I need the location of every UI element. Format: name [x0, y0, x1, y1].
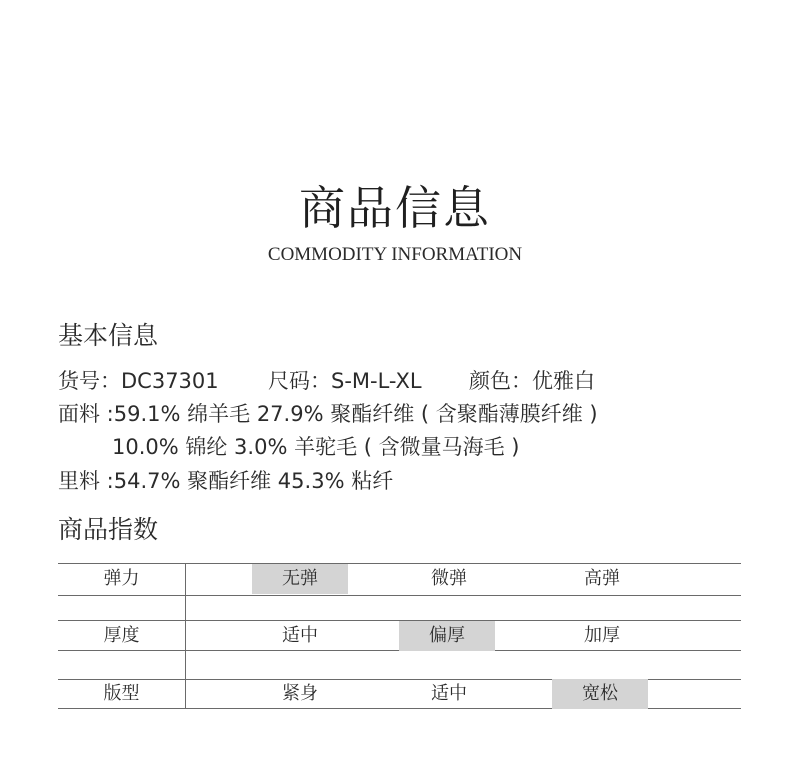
- fit-option-slim: 紧身: [282, 683, 318, 704]
- lining-composition: 里料 :54.7% 聚酯纤维 45.3% 粘纤: [58, 469, 394, 493]
- table-column-divider: [185, 563, 186, 709]
- page-title: 商品信息: [299, 181, 491, 235]
- product-index-heading: 商品指数: [58, 515, 159, 544]
- item-number: 货号：DC37301: [58, 369, 219, 393]
- thickness-option-medium: 适中: [282, 625, 318, 646]
- basic-info-heading: 基本信息: [58, 321, 159, 350]
- thickness-option-thick: 偏厚: [399, 621, 495, 651]
- thickness-label: 厚度: [103, 625, 140, 646]
- thickness-option-extra-thick: 加厚: [584, 625, 620, 646]
- page-subtitle: COMMODITY INFORMATION: [267, 244, 523, 265]
- fabric-composition-line1: 面料 :59.1% 绵羊毛 27.9% 聚酯纤维 ( 含聚酯薄膜纤维 ): [58, 402, 598, 426]
- elasticity-option-slight: 微弹: [431, 568, 467, 589]
- elasticity-label: 弹力: [103, 568, 140, 589]
- fit-label: 版型: [103, 683, 140, 704]
- elasticity-option-none: 无弹: [252, 564, 348, 594]
- fabric-composition-line2: 10.0% 锦纶 3.0% 羊驼毛 ( 含微量马海毛 ): [112, 435, 520, 459]
- size-range: 尺码：S-M-L-XL: [268, 369, 422, 393]
- table-rule: [58, 595, 741, 596]
- fit-option-regular: 适中: [431, 683, 467, 704]
- fit-option-loose: 宽松: [552, 679, 648, 709]
- color-value: 颜色：优雅白: [469, 369, 595, 393]
- product-index-table: [58, 563, 741, 709]
- elasticity-option-high: 高弹: [584, 568, 620, 589]
